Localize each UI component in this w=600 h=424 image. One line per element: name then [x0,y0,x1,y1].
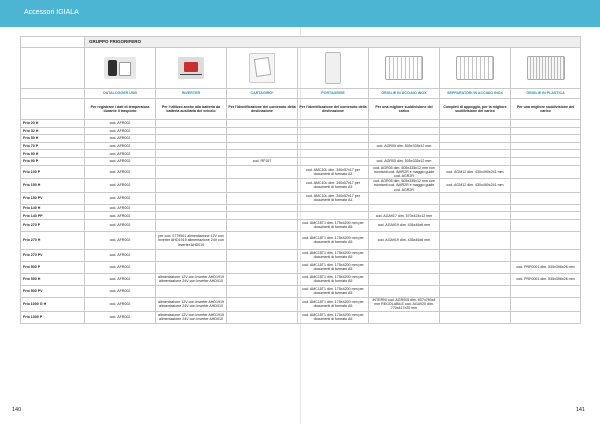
table-cell [511,157,581,165]
table-cell [440,120,511,128]
table-cell [369,249,440,261]
table-cell: per cod. 0779501 alimentazione 12V con Inverter AHD1919 alimentazione 24V con Inverter AHD010 [156,231,227,249]
table-cell [369,204,440,212]
column-description: Per registrare i dati di temperatura durante il trasporto [85,99,156,120]
table-cell: cod. AFR002 [85,204,156,212]
table-cell [227,135,298,143]
table-cell [227,127,298,135]
table-cell: cod. AFR002 [85,165,156,179]
table-cell [227,273,298,285]
table-cell [511,165,581,179]
table-cell [369,311,440,323]
table-cell: cod. AFR002 [85,261,156,273]
table-row [21,204,581,212]
table-cell: cod. AFR002 [85,135,156,143]
column-header: SEPPARATORI IN ACCIAIO INOX [440,89,511,99]
table-cell: cod. AMC10L dim. 340x57x17 per documenti di formato A3 [298,179,369,193]
table-cell: cod. AMC15T1 dim. 175x4200 mm per documenti di formato A5 [298,273,369,285]
table-cell: alimentazione 12V con Inverter AHD1919 alimentazione 24V con Inverter AHD010 [156,273,227,285]
table-cell: cod. RF157 [227,157,298,165]
model-cell: Frio 90 P [21,157,85,165]
model-cell: Frio 1300 P [21,311,85,323]
table-row [21,231,581,249]
model-cell: Frio 270 H [21,231,85,249]
table-cell [369,285,440,297]
corner-cell [21,37,85,48]
column-description: Completi di appoggio, per la migliore suddivisione del carico [440,99,511,120]
table-cell [369,261,440,273]
model-cell: Frio 90 H [21,150,85,158]
table-cell [156,219,227,231]
table-cell [298,212,369,220]
model-cell: Frio 20 H [21,120,85,128]
column-header: GRIGLIE IN PLASTICA [511,89,581,99]
table-cell [440,249,511,261]
table-cell [511,142,581,150]
model-cell: Frio 150 PV [21,192,85,204]
column-description: Per una migliore suddivisione del carico [511,99,581,120]
table-cell [156,127,227,135]
table-cell: cod. AMC15T1 dim. 175x4200 mm per documenti di formato A5 [298,261,369,273]
table-cell [440,231,511,249]
table-cell: INTERNI cod. AGR005 dim. 607x790x4 mm REGOLABILE cod. AGA920 dim. 770x417x20 mm [369,297,440,311]
corner-cell [21,99,85,120]
model-cell: Frio 270 P [21,219,85,231]
table-cell [227,204,298,212]
rack-icon [385,56,423,80]
column-header: DATALOGGER USB [85,89,156,99]
corner-cell [21,48,85,89]
table-row [21,192,581,204]
table-cell [227,120,298,128]
table-cell [440,127,511,135]
table-cell [369,192,440,204]
group-title: GRUPPO FRIGORIFERO [85,37,581,48]
page-number-left: 140 [12,407,22,413]
header-title: Accessori IGIALA [24,9,79,16]
table-cell [440,212,511,220]
table-cell: cod. AFR002 [85,127,156,135]
table-cell [511,285,581,297]
table-cell [227,219,298,231]
table-cell [511,297,581,311]
table-cell [440,204,511,212]
table-cell [440,135,511,143]
table-cell [227,165,298,179]
table-cell [156,157,227,165]
table-cell [298,127,369,135]
model-cell: Frio 50 H [21,135,85,143]
column-header: CARTAGIRO* [227,89,298,99]
table-cell: cod. AMC15T1 dim. 175x4200 mm per documenti di formato A5 [298,311,369,323]
table-cell [511,249,581,261]
table-cell: cod. AGA919 dim. 436x46x6 mm [369,231,440,249]
table-cell [156,142,227,150]
table-cell [440,150,511,158]
table-cell [511,204,581,212]
table-cell [369,135,440,143]
table-cell [227,249,298,261]
column-description: Per l'identificazione del contenuto della destinazione [298,99,369,120]
table-row [21,285,581,297]
table-cell: cod. AFR002 [85,219,156,231]
model-cell: Frio 32 H [21,127,85,135]
model-cell: Frio 150 H [21,179,85,193]
table-cell [227,142,298,150]
table-cell [298,135,369,143]
model-cell: Frio 140 PP [21,212,85,220]
table-cell [227,261,298,273]
table-row [21,261,581,273]
table-cell: cod. AFR002 [85,285,156,297]
table-cell: cod. AMC10L dim. 340x57x17 per documenti di formato A3 [298,165,369,179]
header-bar [0,0,600,27]
table-cell: cod. AFR002 [85,231,156,249]
table-cell: cod. AFR002 [85,157,156,165]
model-cell: Frio 100 P [21,165,85,179]
table-cell [156,150,227,158]
plastic-rack-icon [527,56,565,80]
table-cell [440,219,511,231]
column-header: INVERTER [156,89,227,99]
table-cell [440,157,511,165]
table-cell [298,204,369,212]
table-cell [511,219,581,231]
table-cell: cod. AMC15T1 dim. 175x4200 mm per documenti di formato A5 [298,297,369,311]
datalogger-icon [104,57,136,79]
table-row [21,165,581,179]
table-cell [511,212,581,220]
table-cell [440,285,511,297]
table-cell [156,192,227,204]
model-cell: Frio 500 PV [21,285,85,297]
model-cell: Frio 1000 G H [21,297,85,311]
table-cell: cod. AGR05 dim. 505x335x12 mm con montanti cod. AMR2R e maggio guide cod. AGR2R [369,179,440,193]
table-cell [156,285,227,297]
table-cell: cod. AFR002 [85,179,156,193]
table-cell [511,120,581,128]
table-cell [156,165,227,179]
table-cell: cod. AGR05 dim. 505x335x12 mm [369,157,440,165]
table-cell: cod. AMC15T1 dim. 175x4200 mm per documenti di formato A5 [298,285,369,297]
table-cell: cod. AGA919 dim. 436x46x6 mm [369,219,440,231]
column-description: Per l'utilizzo anche alla batteria da batteria ausiliaria del veicolo [156,99,227,120]
table-cell: cod. AGR05 dim. 505x335x12 mm [369,142,440,150]
table-cell [227,231,298,249]
table-row [21,157,581,165]
accessories-table [20,36,581,324]
inverter-icon [178,57,204,79]
table-cell [369,127,440,135]
table-cell [227,179,298,193]
table-cell: cod. AGM12 dim. 430x490x241 mm [440,179,511,193]
column-header: GRIGLIE IN ACCIAIO INOX [369,89,440,99]
table-cell [440,142,511,150]
table-cell: cod. AFR002 [85,192,156,204]
column-description: Per una migliore suddivisione del carico [369,99,440,120]
table-cell: cod. AMC10L dim. 340x57x17 per documenti di formato A3 [298,192,369,204]
table-cell [156,179,227,193]
column-header: PORTAGRISE [298,89,369,99]
page-number-right: 141 [575,407,585,413]
table-cell [511,127,581,135]
table-cell [227,212,298,220]
table-cell [156,261,227,273]
table-row [21,273,581,285]
table-cell: cod. AGR05 dim. 505x335x12 mm con montanti cod. AMR2R e maggio guide cod. AGR2R [369,165,440,179]
corner-cell [21,89,85,99]
table-row [21,120,581,128]
table-cell [298,150,369,158]
table-cell: cod. AFR002 [85,120,156,128]
table-row [21,179,581,193]
table-cell [156,249,227,261]
table-cell [156,120,227,128]
table-cell [511,135,581,143]
table-row [21,150,581,158]
table-cell: cod. AMC15T1 dim. 175x4200 mm per documenti di formato A5 [298,231,369,249]
model-cell: Frio 500 P [21,261,85,273]
table-cell: cod. PRF0001 dim. 535x396x26 mm [511,261,581,273]
table-cell: alimentazione 12V con Inverter AHD1919 alimentazione 24V con Inverter AHD010 [156,311,227,323]
table-cell [298,142,369,150]
table-cell [440,311,511,323]
table-cell: cod. AMC15T1 dim. 175x4200 mm per documenti di formato A5 [298,219,369,231]
model-cell: Frio 500 H [21,273,85,285]
table-row [21,219,581,231]
column-description: Per l'identificazione del contenuto della destinazione [227,99,298,120]
model-cell: Frio 70 P [21,142,85,150]
table-cell [156,204,227,212]
table-row [21,127,581,135]
table-cell [440,297,511,311]
table-cell [298,120,369,128]
table-cell: cod. AFR002 [85,311,156,323]
table-row [21,311,581,323]
cartagiro-icon [249,53,275,83]
table-cell: cod. AGA917 dim. 570x424x12 mm [369,212,440,220]
model-cell: Frio 140 H [21,204,85,212]
table-cell [227,192,298,204]
table-cell [227,297,298,311]
table-cell [511,231,581,249]
table-cell [298,157,369,165]
table-row [21,212,581,220]
table-cell: cod. AFR002 [85,273,156,285]
table-cell [511,192,581,204]
table-cell [511,311,581,323]
table-cell: cod. AFR002 [85,142,156,150]
table-cell: cod. AGM12 dim. 430x490x241 mm [440,165,511,179]
table-cell [227,311,298,323]
table-cell [440,192,511,204]
table-row [21,135,581,143]
table-cell: alimentazione 12V con Inverter AHD1919 alimentazione 24V con Inverter AHD010 [156,297,227,311]
table-cell [369,150,440,158]
table-cell: cod. AFR002 [85,212,156,220]
table-cell [440,273,511,285]
table-cell [369,273,440,285]
separator-icon [456,56,494,80]
table-row [21,297,581,311]
model-cell: Frio 270 PV [21,249,85,261]
table-cell: cod. AFR002 [85,249,156,261]
table-row [21,249,581,261]
table-cell [156,212,227,220]
porta-icon [325,52,341,84]
table-cell [511,150,581,158]
table-cell: cod. AMC15T1 dim. 175x4200 mm per documenti di formato A5 [298,249,369,261]
table-cell [156,135,227,143]
table-cell: cod. AFR002 [85,297,156,311]
table-cell [369,120,440,128]
table-cell [227,285,298,297]
table-cell: cod. PRF0001 dim. 535x396x26 mm [511,273,581,285]
table-cell [511,179,581,193]
table-cell: cod. AFR002 [85,150,156,158]
table-cell [227,150,298,158]
table-cell [440,261,511,273]
table-row [21,142,581,150]
